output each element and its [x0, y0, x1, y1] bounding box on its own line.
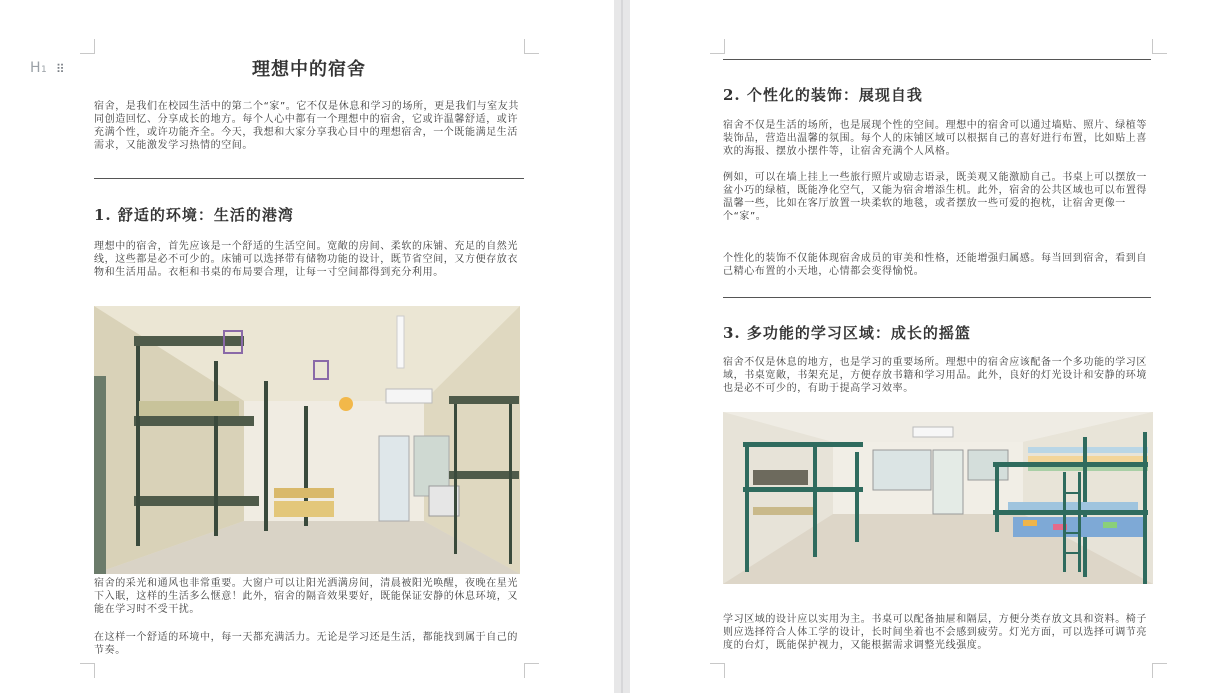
- section-2-paragraph-2[interactable]: 例如，可以在墙上挂上一些旅行照片或励志语录，既美观又能激励自己。书桌上可以摆放一盆小巧的绿植，既能净化空气，又能为宿舍增添生机。此外，宿舍的公共区域也可以布置得温馨一些，比如在客厅放置一块柔软的地毯，或者摆放一些可爱的抱枕，让宿舍更像一个“家”。: [723, 172, 1147, 222]
- section-1-heading[interactable]: 1. 舒适的环境：生活的港湾: [94, 206, 294, 224]
- dormitory-study-area-image: [723, 412, 1153, 584]
- section-1-paragraph-2[interactable]: 宿舍的采光和通风也非常重要。大窗户可以让阳光洒满房间，清晨被阳光唤醒，夜晚在星光下入眠，这样的生活多么惬意！此外，宿舍的隔音效果要好，既能保证安静的休息环境，又能在学习时不受干扰。: [94, 578, 518, 615]
- section-2-paragraph-3[interactable]: 个性化的装饰不仅能体现宿舍成员的审美和性格，还能增强归属感。每当回到宿舍，看到自己精心布置的小天地，心情都会变得愉悦。: [723, 253, 1147, 277]
- document-title[interactable]: 理想中的宿舍: [252, 59, 366, 80]
- page-corner-mark: [1152, 663, 1167, 678]
- section-divider: [723, 59, 1151, 60]
- page-corner-mark: [710, 39, 725, 54]
- section-divider: [723, 297, 1151, 298]
- page-separator: [621, 0, 623, 693]
- page-corner-mark: [710, 663, 725, 678]
- heading-level-label: H: [30, 60, 42, 76]
- section-3-heading[interactable]: 3. 多功能的学习区域：成长的摇篮: [723, 324, 971, 342]
- section-3-paragraph-2[interactable]: 学习区域的设计应以实用为主。书桌可以配备抽屉和隔层，方便分类存放文具和资料。椅子则应选择符合人体工学的设计，长时间坐着也不会感到疲劳。灯光方面，可以选择可调节亮度的台灯，既能保护视力，又能根据需求调整光线强度。: [723, 614, 1147, 651]
- heading-level-indicator[interactable]: [30, 60, 65, 76]
- document-page-2: [630, 0, 1213, 693]
- page-corner-mark: [524, 39, 539, 54]
- section-2-heading[interactable]: 2. 个性化的装饰：展现自我: [723, 86, 923, 104]
- page-corner-mark: [80, 39, 95, 54]
- page-corner-mark: [1152, 39, 1167, 54]
- dormitory-study-area-photo[interactable]: [723, 412, 1153, 584]
- section-1-paragraph-3[interactable]: 在这样一个舒适的环境中，每一天都充满活力。无论是学习还是生活，都能找到属于自己的节奏。: [94, 632, 518, 656]
- section-2-paragraph-1[interactable]: 宿舍不仅是生活的场所，也是展现个性的空间。理想中的宿舍可以通过墙贴、照片、绿植等装饰品，营造出温馨的氛围。每个人的床铺区域可以根据自己的喜好进行布置，比如贴上喜欢的海报、摆放小摆件等，让宿舍充满个人风格。: [723, 120, 1147, 157]
- dormitory-bunk-beds-image: [94, 306, 520, 574]
- page-corner-mark: [80, 663, 95, 678]
- drag-handle-icon[interactable]: ⠿: [55, 61, 66, 76]
- section-3-paragraph-1[interactable]: 宿舍不仅是休息的地方，也是学习的重要场所。理想中的宿舍应该配备一个多功能的学习区域，书桌宽敞，书架充足，方便存放书籍和学习用品。此外，良好的灯光设计和安静的环境也是必不可少的，有助于提高学习效率。: [723, 357, 1147, 394]
- dormitory-bunk-beds-photo[interactable]: [94, 306, 520, 574]
- heading-level-number: 1: [41, 65, 48, 75]
- page-corner-mark: [524, 663, 539, 678]
- section-divider: [94, 178, 524, 179]
- intro-paragraph[interactable]: 宿舍，是我们在校园生活中的第二个“家”。它不仅是休息和学习的场所，更是我们与室友共同创造回忆、分享成长的地方。每个人心中都有一个理想中的宿舍，它或许温馨舒适，或许充满个性，或许功能齐全。今天，我想和大家分享我心目中的理想宿舍，一个既能满足生活需求，又能激发学习热情的空间。: [94, 101, 519, 151]
- section-1-paragraph-1[interactable]: 理想中的宿舍，首先应该是一个舒适的生活空间。宽敞的房间、柔软的床铺、充足的自然光线，这些都是必不可少的。床铺可以选择带有储物功能的设计，既节省空间，又方便存放衣物和生活用品。衣柜和书桌的布局要合理，让每一寸空间都得到充分利用。: [94, 241, 518, 278]
